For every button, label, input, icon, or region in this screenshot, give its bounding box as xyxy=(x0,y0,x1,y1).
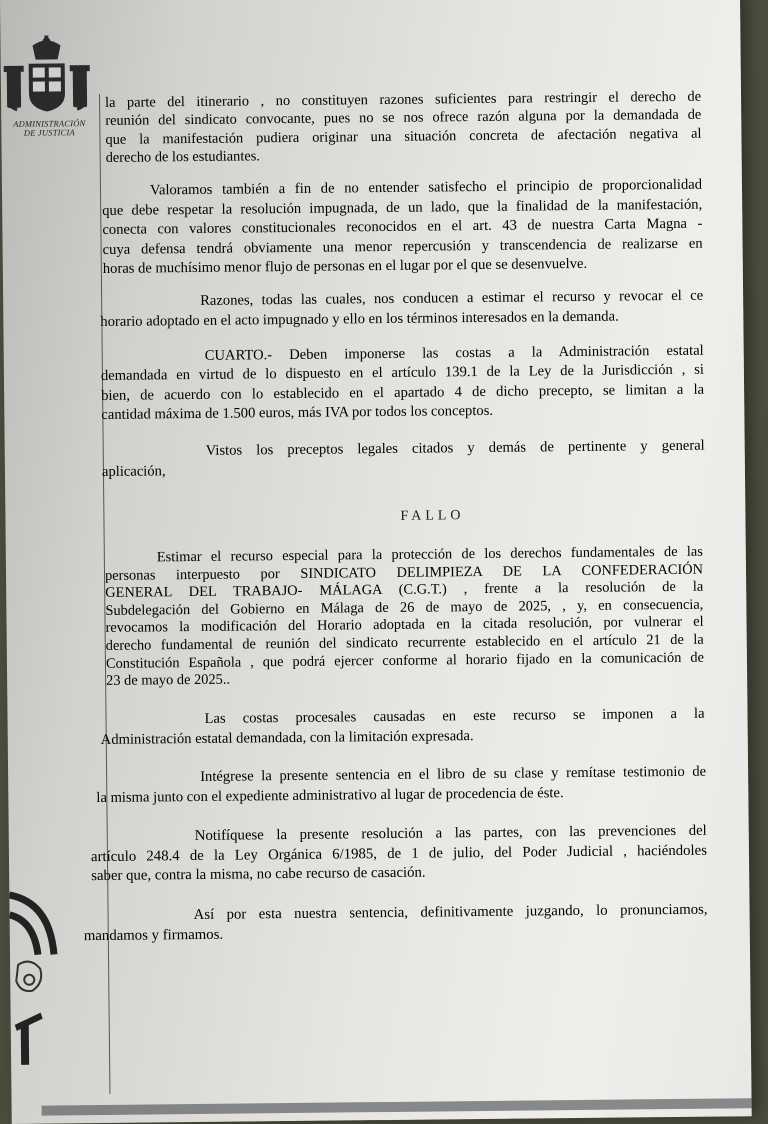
paragraph-9: Notifíquese la presente resolución a las partes, con las prevenciones del artículo 248.4 de la Ley Orgánica 6/1985, de 1 de julio, del Poder Judicial , haciéndoles saber que, contra la misma, no cabe recurso de casación. xyxy=(90,822,708,885)
coat-of-arms-icon xyxy=(2,35,95,116)
paragraph-10: Así por esta nuestra sentencia, definitivamente juzgando, lo pronunciamos, mandamos y firmamos. xyxy=(83,901,708,945)
fallo-heading: FALLO xyxy=(400,508,465,524)
bottom-edge xyxy=(42,1098,752,1115)
paragraph-7: Las costas procesales causadas en este recurso se imponen a la Administración estatal demandada, con la limitación expresada. xyxy=(100,705,705,748)
paragraph-5: Vistos los preceptos legales citados y demás de pertinente y general aplicación, xyxy=(101,437,705,480)
paragraph-8: Intégrese la presente sentencia en el libro de su clase y remítase testimonio de la misma junto con el expediente administrativo al lugar de procedencia de éste. xyxy=(96,763,707,806)
paragraph-fallo: Estimar el recurso especial para la protección de los derechos fundamentales de las personas interpuesto por SINDICATO DELIMPIEZA DE LA CONFEDERACIÓN GENERAL DEL TRABAJO- MÁLAGA (C.G.T.) , frente a la resolución de la Subdelegación del Gobierno en Málaga de 26 de mayo de 2025, , y, en consecuencia, revocamos la modificación del Horario adoptada en la citada resolución, por vulnerar el derecho fundamental de reunión del sindicato recurrente establecido en el artículo 21 de la Constitución Española , que podrá ejercer conforme al horario fijado en la comunicación de 23 de mayo de 2025.. xyxy=(104,543,705,690)
andalucia-emblem-icon xyxy=(9,884,71,1085)
paragraph-1: la parte del itinerario , no constituyen razones suficientes para restringir el derecho de reunión del sindicato convocante, pues no se nos ofrece razón alguna por la demandada de que la manifestación pudiera originar una situación concreta de afectación negativa al derecho de los estudiantes. xyxy=(104,88,702,167)
paragraph-2: Valoramos también a fin de no entender satisfecho el principio de proporcionalidad que debe respetar la resolución impugnada, de un lado, que la finalidad de la manifestación, conecta con valores constitucionales reconocidos en el art. 43 de nuestra Carta Magna - cuya defensa tendrá obviamente una menor repercusión y transcendencia de realizarse en horas de muchísimo menor flujo de personas en el lugar por el que se desenvuelve. xyxy=(102,176,703,278)
paragraph-3: Razones, todas las cuales, nos conducen a estimar el recurso y revocar el ce horario adoptado en el acto impugnado y ello en los términos interesados en la demanda. xyxy=(100,287,704,330)
paragraph-4: CUARTO.- Deben imponerse las costas a la Administración estatal demandada en virtud de lo dispuesto en el artículo 139.1 de la Ley de la Jurisdicción , si bien, de acuerdo con lo establecido en el apartado 4 de dicho precepto, se limitan a la cantidad máxima de 1.500 euros, más IVA por todos los conceptos. xyxy=(100,342,705,424)
admin-label: ADMINISTRACIÓN DE JUSTICIA xyxy=(13,118,86,138)
